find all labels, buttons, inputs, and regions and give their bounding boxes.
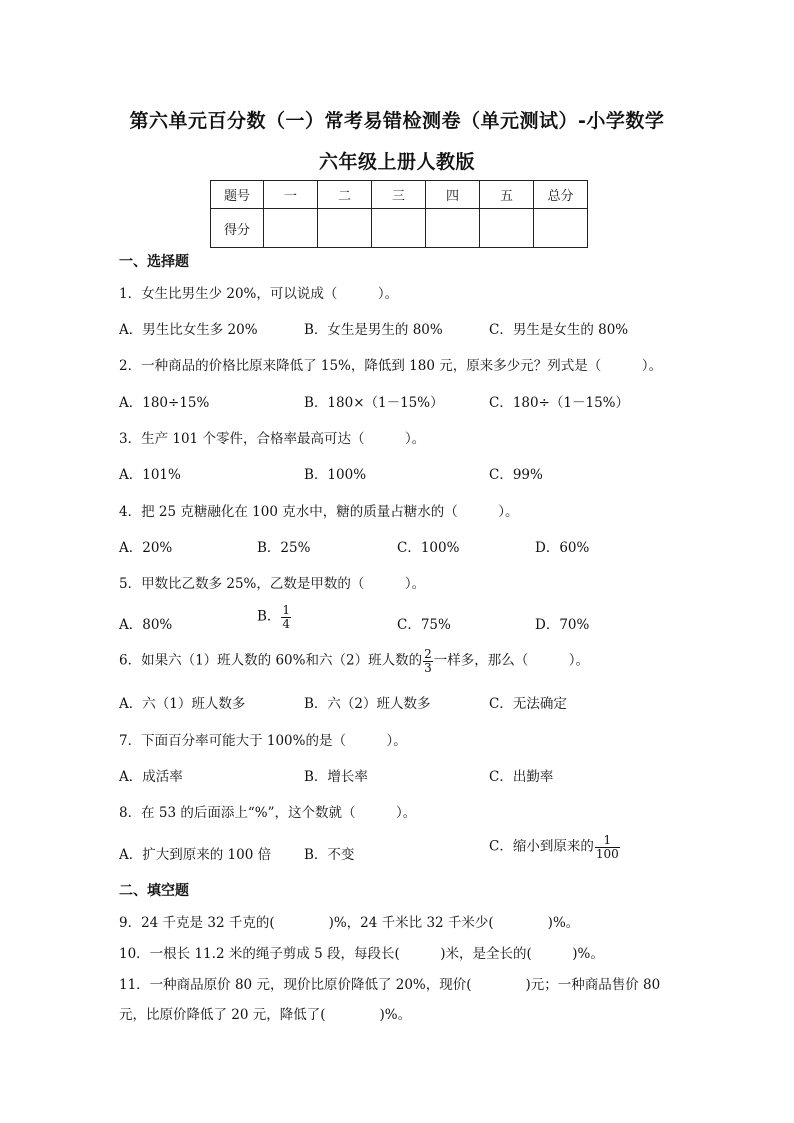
score-cell bbox=[264, 209, 318, 248]
q5-option-b bbox=[257, 604, 292, 630]
q3-option-c: C．99% bbox=[489, 467, 543, 483]
q7-option-a: A．成活率 bbox=[119, 769, 183, 785]
score-header-cell: 总分 bbox=[534, 181, 588, 209]
fraction-denominator: 100 bbox=[595, 846, 619, 861]
score-table-header-row bbox=[211, 181, 588, 209]
q5-option-b-label: B． bbox=[257, 608, 281, 625]
q6-option-b: B．六（2）班人数多 bbox=[304, 696, 431, 712]
section-heading-fill: 二、填空题 bbox=[119, 883, 189, 899]
q3-option-a: A．101% bbox=[119, 467, 181, 483]
fraction bbox=[595, 834, 620, 860]
fraction-numerator: 1 bbox=[282, 603, 291, 617]
question-9: 9．24 千克是 32 千克的( )%，24 千米比 32 千米少( )%。 bbox=[119, 915, 580, 931]
q6-option-c: C．无法确定 bbox=[489, 696, 567, 712]
question-5: 5．甲数比乙数多 25%，乙数是甲数的（ ）。 bbox=[119, 576, 426, 592]
section-heading-choice: 一、选择题 bbox=[119, 254, 189, 270]
question-4: 4．把 25 克糖融化在 100 克水中，糖的质量占糖水的（ ）。 bbox=[119, 504, 519, 520]
score-header-cell: 三 bbox=[372, 181, 426, 209]
question-6-text-after: 一样多，那么（ ）。 bbox=[433, 652, 589, 669]
fraction bbox=[423, 648, 433, 674]
q8-option-c bbox=[489, 834, 621, 860]
q2-option-b: B．180×（1－15%） bbox=[304, 395, 444, 411]
page-title: 第六单元百分数（一）常考易错检测卷（单元测试）-小学数学 bbox=[129, 110, 665, 132]
q1-option-c: C．男生是女生的 80% bbox=[489, 322, 629, 338]
q8-option-a: A．扩大到原来的 100 倍 bbox=[119, 847, 272, 863]
score-header-cell: 一 bbox=[264, 181, 318, 209]
score-header-cell: 二 bbox=[318, 181, 372, 209]
question-8: 8．在 53 的后面添上“%”，这个数就（ ）。 bbox=[119, 805, 417, 821]
score-cell bbox=[372, 209, 426, 248]
score-header-cell: 五 bbox=[480, 181, 534, 209]
question-6-text-before: 6．如果六（1）班人数的 60%和六（2）班人数的 bbox=[119, 652, 423, 669]
q1-option-b: B．女生是男生的 80% bbox=[304, 322, 443, 338]
q2-option-a: A．180÷15% bbox=[119, 395, 210, 411]
fraction-numerator: 1 bbox=[595, 834, 620, 848]
q5-option-d: D．70% bbox=[535, 617, 590, 633]
score-table bbox=[210, 180, 588, 248]
question-6 bbox=[119, 648, 589, 674]
score-table-score-row bbox=[211, 209, 588, 248]
fraction-numerator: 2 bbox=[424, 647, 432, 661]
q2-option-c: C．180÷（1－15%） bbox=[489, 395, 630, 411]
question-3: 3．生产 101 个零件，合格率最高可达（ ）。 bbox=[119, 431, 426, 447]
question-11-line-1: 11．一种商品原价 80 元，现价比原价降低了 20%，现价( )元；一种商品售价 80 bbox=[119, 977, 661, 993]
fraction-denominator: 3 bbox=[424, 660, 432, 675]
q4-option-c: C．100% bbox=[397, 540, 460, 556]
q4-option-d: D．60% bbox=[535, 540, 590, 556]
score-cell bbox=[426, 209, 480, 248]
score-cell bbox=[318, 209, 372, 248]
score-header-cell: 题号 bbox=[211, 181, 264, 209]
score-header-cell: 四 bbox=[426, 181, 480, 209]
question-10: 10．一根长 11.2 米的绳子剪成 5 段，每段长( )米，是全长的( )%。 bbox=[119, 946, 604, 962]
q5-option-a: A．80% bbox=[119, 617, 173, 633]
q8-option-b: B．不变 bbox=[304, 847, 355, 863]
question-7: 7．下面百分率可能大于 100%的是（ ）。 bbox=[119, 733, 407, 749]
score-row-label: 得分 bbox=[211, 209, 264, 248]
question-2: 2．一种商品的价格比原来降低了 15%，降低到 180 元，原来多少元？列式是（ ）。 bbox=[119, 358, 662, 374]
fraction bbox=[281, 604, 291, 630]
q5-option-c: C．75% bbox=[397, 617, 451, 633]
question-11-line-2: 元，比原价降低了 20 元，降低了( )%。 bbox=[119, 1007, 412, 1023]
q4-option-a: A．20% bbox=[119, 540, 173, 556]
score-cell bbox=[480, 209, 534, 248]
q1-option-a: A．男生比女生多 20% bbox=[119, 322, 258, 338]
q4-option-b: B．25% bbox=[257, 540, 311, 556]
page-subtitle: 六年级上册人教版 bbox=[318, 151, 475, 173]
q3-option-b: B．100% bbox=[304, 467, 367, 483]
question-1: 1．女生比男生少 20%，可以说成（ ）。 bbox=[119, 286, 399, 302]
fraction-denominator: 4 bbox=[282, 616, 291, 631]
q7-option-c: C．出勤率 bbox=[489, 769, 554, 785]
q7-option-b: B．增长率 bbox=[304, 769, 368, 785]
q6-option-a: A．六（1）班人数多 bbox=[119, 696, 246, 712]
q8-option-c-label: C．缩小到原来的 bbox=[489, 838, 594, 855]
score-cell bbox=[534, 209, 588, 248]
